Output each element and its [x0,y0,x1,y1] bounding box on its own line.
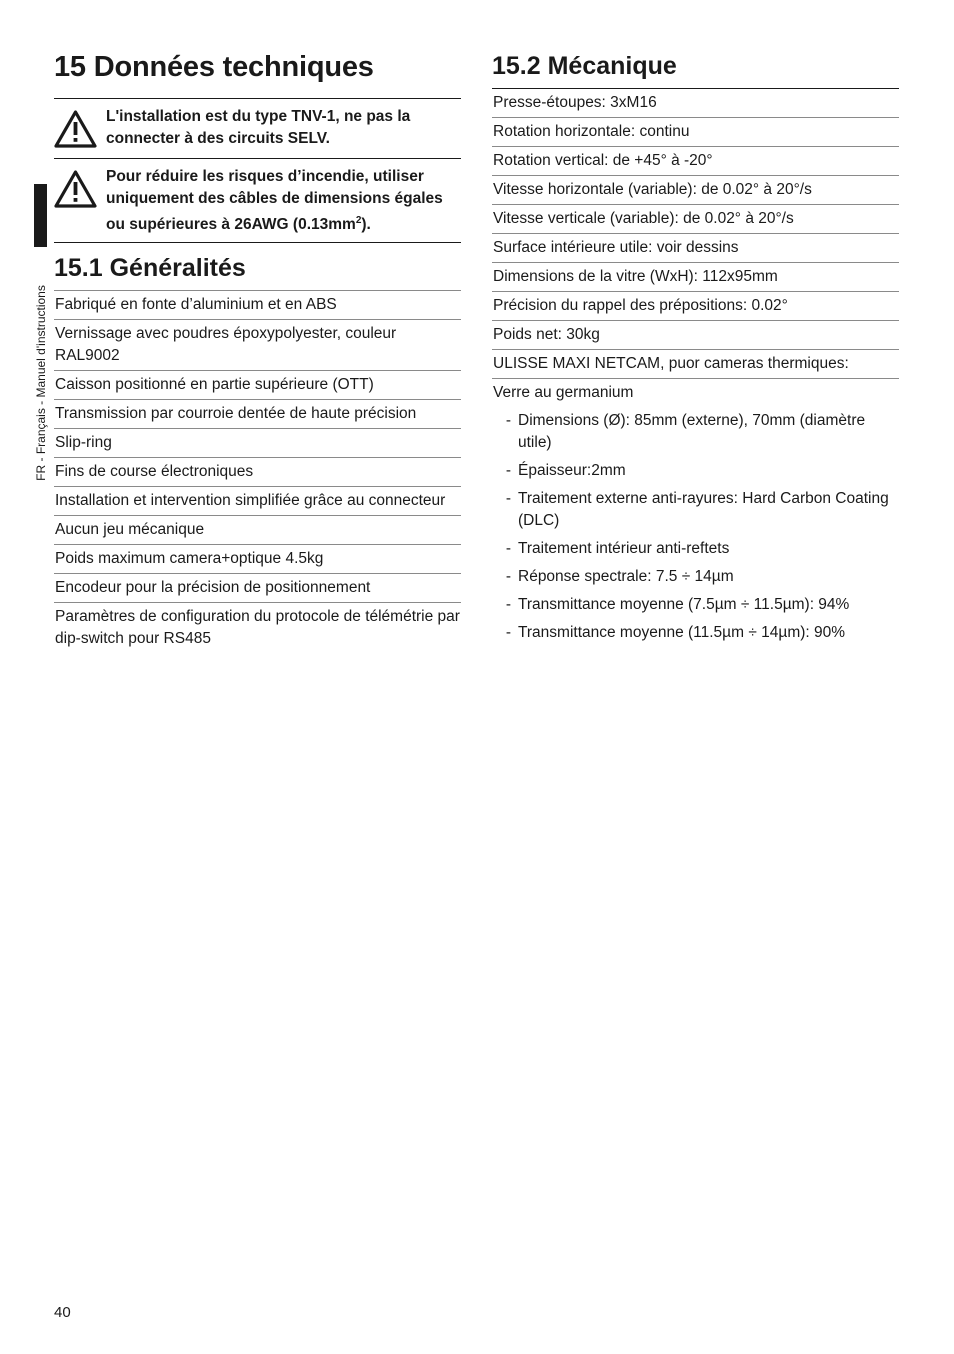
page-number: 40 [54,1304,71,1321]
dash-marker: - [505,540,511,557]
list-item: Verre au germanium [493,384,634,401]
dash-marker: - [505,596,511,613]
list-item: Installation et intervention simplifiée grâce au connecteur [54,487,461,516]
mechanics-spec-list [492,88,899,407]
warning-text-fire-main: Pour réduire les risques d’incendie, utiliser uniquement des câbles de dimensions égales ou supérieures à 26AWG (0.13mm [106,168,443,234]
warning-text-tnv: L'installation est du type TNV-1, ne pas la connecter à des circuits SELV. [106,108,411,147]
list-item: Poids maximum camera+optique 4.5kg [54,545,461,574]
warning-triangle-icon [54,170,97,208]
list-item: Fabriqué en fonte d’aluminium et en ABS [54,291,461,320]
list-item: Poids net: 30kg [492,321,899,350]
list-item: Vernissage avec poudres époxypolyester, couleur RAL9002 [54,320,461,371]
sub-list-item [492,457,899,485]
section-title-mechanics: 15.2 Mécanique [492,52,677,80]
list-item: Encodeur pour la précision de positionnement [54,574,461,603]
sub-list-item-text: Transmittance moyenne (11.5µm ÷ 14µm): 90% [518,624,846,641]
general-spec-list [54,290,461,653]
page-title: 15 Données techniques [54,51,374,83]
dash-marker: - [505,412,511,429]
sub-list-item [492,485,899,535]
section-title-general: 15.1 Généralités [54,254,246,283]
list-item: Slip-ring [54,429,461,458]
list-item: Rotation horizontale: continu [492,118,899,147]
dash-marker: - [505,624,511,641]
list-item: Surface intérieure utile: voir dessins [492,234,899,263]
list-item: Paramètres de configuration du protocole de télémétrie par dip-switch pour RS485 [55,608,460,648]
side-tab-marker [34,184,47,247]
list-item: Rotation vertical: de +45° à -20° [492,147,899,176]
sub-list-item-text: Traitement externe anti-rayures: Hard Carbon Coating (DLC) [518,490,889,529]
warning-text-fire [106,166,461,236]
sub-list-item [492,535,899,563]
right-column [492,48,899,647]
side-language-label: FR - Français - Manuel d'instructions [34,285,48,481]
list-item: Vitesse horizontale (variable): de 0.02° à 20°/s [492,176,899,205]
dash-marker: - [505,490,511,507]
list-item: Caisson positionné en partie supérieure (OTT) [54,371,461,400]
list-item: Fins de course électroniques [54,458,461,487]
germanium-glass-sublist [492,407,899,647]
sub-list-item-text: Dimensions (Ø): 85mm (externe), 70mm (diamètre utile) [518,412,866,451]
list-item: Transmission par courroie dentée de haute précision [54,400,461,429]
sub-list-item-text: Réponse spectrale: 7.5 ÷ 14µm [518,568,734,585]
left-column [54,48,461,653]
sub-list-item [492,407,899,457]
dash-marker: - [505,462,511,479]
sub-list-item-text: Transmittance moyenne (7.5µm ÷ 11.5µm): 94% [518,596,850,613]
list-item: Aucun jeu mécanique [54,516,461,545]
list-item: ULISSE MAXI NETCAM, puor cameras thermiques: [492,350,899,379]
sub-list-item [492,619,899,647]
warning-box-tnv [54,98,461,156]
list-item: Précision du rappel des prépositions: 0.02° [492,292,899,321]
dash-marker: - [505,568,511,585]
sub-list-item-text: Traitement intérieur anti-reftets [518,540,730,557]
superscript-two: 2 [355,215,362,226]
sub-list-item-text: Épaisseur:2mm [518,462,626,479]
sub-list-item [492,591,899,619]
list-item: Presse-étoupes: 3xM16 [492,89,899,118]
warning-triangle-icon [54,110,97,148]
list-item: Dimensions de la vitre (WxH): 112x95mm [492,263,899,292]
warning-text-fire-end: ). [361,216,371,234]
sub-list-item [492,563,899,591]
list-item: Vitesse verticale (variable): de 0.02° à 20°/s [492,205,899,234]
warning-box-fire [54,158,461,242]
